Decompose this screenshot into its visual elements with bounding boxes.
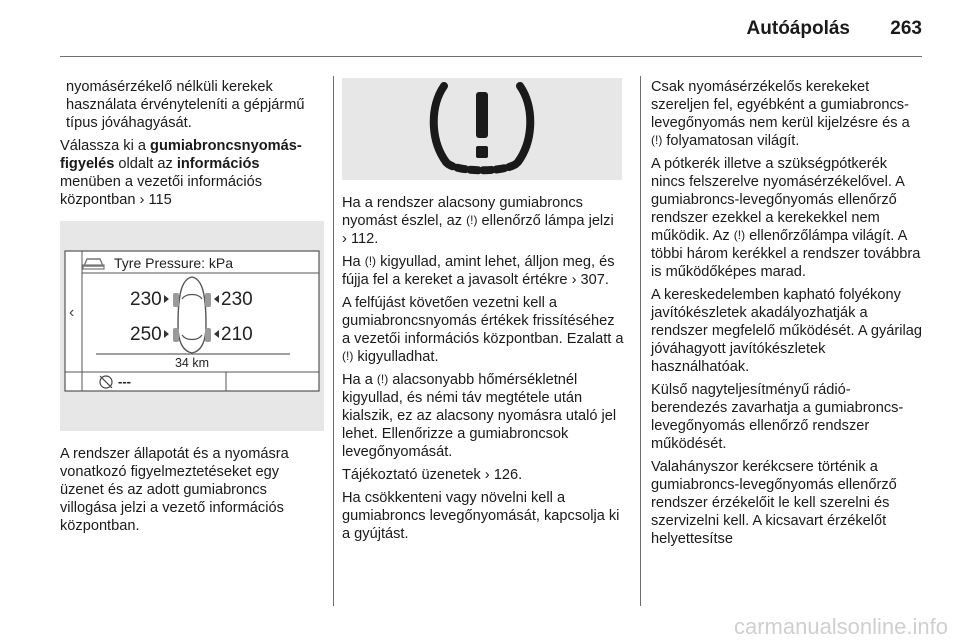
xref-arrow-icon: › — [484, 467, 490, 483]
front-left-pressure: 230 — [130, 289, 162, 310]
front-right-pressure: 230 — [221, 289, 253, 310]
ui-term: gumiabroncsnyomás-figyelés — [60, 138, 302, 172]
column-divider-right — [640, 76, 641, 606]
paragraph — [60, 137, 324, 209]
header-rule — [60, 56, 922, 57]
distance-readout: 34 km — [174, 356, 210, 370]
watermark: carmanualsonline.info — [733, 614, 948, 639]
paragraph: A kereskedelemben kapható folyékony javítókészletek akadályozhatják a rendszer megfelelő működését. A gyárilag jóváhagyott javítókészletek használhatóak. — [651, 287, 922, 375]
status-readout: --- — [118, 374, 131, 389]
page-header-title: Autóápolás — [746, 18, 850, 39]
rear-left-pressure: 250 — [130, 324, 162, 345]
tpms-warning-lamp-icon — [342, 78, 622, 180]
paragraph: Ha (!) kigyullad, amint lehet, álljon meg, és fújja fel a kereket a javasolt értékre › 307. — [342, 254, 615, 288]
paragraph: Tájékoztató üzenetek › 126. — [342, 467, 523, 483]
tpms-warning-icon: (!) — [376, 372, 389, 386]
text-run: oldalt az — [114, 156, 177, 172]
tpms-warning-icon: (!) — [733, 228, 746, 242]
tyre-pressure-display — [60, 221, 324, 431]
column-left-lower — [60, 445, 324, 540]
paragraph: Külső nagyteljesítményű rádió-berendezés zavarhatja a gumiabroncs-levegőnyomás ellenőrző rendszer működését. — [651, 382, 904, 452]
paragraph: A pótkerék illetve a szükségpótkerék nincs felszerelve nyomásérzékelővel. A gumiabroncs-levegőnyomás ellenőrző rendszer ezekkel a kerekekkel nem működik. Az (!) ellenőrzőlámpa világít. A többi három kerékkel a rendszer továbbra is működőképes marad. — [651, 156, 921, 280]
paragraph: Ha a rendszer alacsony gumiabroncs nyomást észlel, az (!) ellenőrző lámpa jelzi › 112. — [342, 195, 614, 247]
ui-term: információs — [176, 156, 260, 172]
tpms-warning-icon: (!) — [342, 349, 354, 363]
back-chevron-icon[interactable]: ‹ — [69, 304, 75, 321]
page-reference[interactable]: › 115 — [139, 192, 172, 208]
tpms-warning-icon: (!) — [364, 254, 377, 268]
paragraph: Valahányszor kerékcsere történik a gumiabroncs-levegőnyomás ellenőrző rendszer érzékelőit le kell szerelni és szervizelni kell. A kicsavart érzékelőt helyettesítse — [651, 459, 897, 547]
page-reference[interactable]: › 126. — [484, 467, 523, 483]
page-number: 263 — [890, 18, 922, 39]
tpms-warning-illustration — [342, 78, 622, 180]
xref-arrow-icon: › — [571, 272, 577, 288]
column-left — [60, 78, 324, 214]
xref-arrow-icon: › — [139, 192, 145, 208]
tyre-pressure-display-illustration — [60, 221, 324, 431]
column-right — [651, 78, 925, 553]
paragraph: Ha a (!) alacsonyabb hőmérsékletnél kigyullad, és némi táv megtétele után kialszik, ez az alacsony nyomásra utaló jel lehet. Ellenőrizze a gumiabroncsok levegőnyomását. — [342, 372, 617, 460]
paragraph: Csak nyomásérzékelős kerekeket szereljen fel, egyébként a gumiabroncs-levegőnyomás nem kerül kijelzésre és a (!) folyamatosan világít. — [651, 79, 910, 149]
display-title: Tyre Pressure: kPa — [114, 255, 234, 271]
text-run: menüben a vezetői információs központban — [60, 174, 262, 208]
paragraph: A rendszer állapotát és a nyomásra vonatkozó figyelmeztetéseket egy üzenet és az adott gumiabroncs villogása jelzi a vezető információs központban. — [60, 446, 289, 534]
paragraph: nyomásérzékelő nélküli kerekek használata érvényteleníti a gépjármű típus jóváhagyását. — [66, 79, 305, 131]
column-divider-left — [333, 76, 334, 606]
xref-arrow-icon: › — [342, 231, 347, 247]
tpms-warning-icon: (!) — [466, 213, 478, 227]
column-middle — [342, 194, 624, 548]
tpms-warning-icon: (!) — [651, 133, 663, 147]
page-reference[interactable]: › 307. — [571, 272, 609, 288]
page-reference[interactable]: › 112. — [342, 231, 379, 247]
text-run: Válassza ki a — [60, 138, 151, 154]
paragraph: Ha csökkenteni vagy növelni kell a gumiabroncs levegőnyomását, kapcsolja ki a gyújtást. — [342, 490, 620, 542]
rear-right-pressure: 210 — [221, 324, 253, 345]
paragraph: A felfújást követően vezetni kell a gumiabroncsnyomás értékek frissítéséhez a vezetői információs központban. Ezalatt a (!) kigyulladhat. — [342, 295, 624, 365]
